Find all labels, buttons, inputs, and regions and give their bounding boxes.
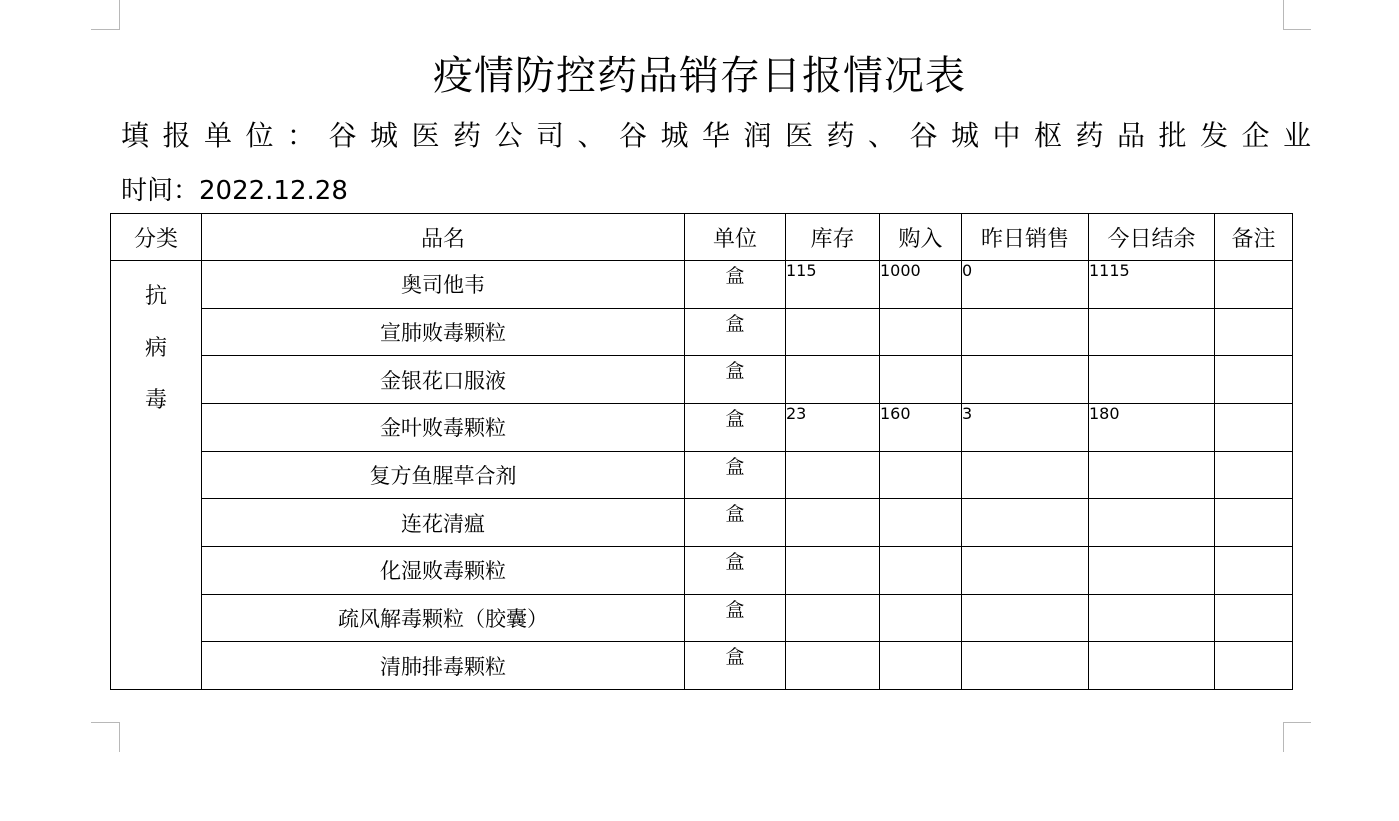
note-cell: [1215, 642, 1293, 690]
product-name-cell: 连花清瘟: [202, 499, 685, 547]
stock-cell: [786, 308, 880, 356]
stock-cell: 23: [786, 403, 880, 451]
product-name-cell: 复方鱼腥草合剂: [202, 451, 685, 499]
sold-yesterday-cell: [962, 499, 1089, 547]
sold-yesterday-cell: [962, 642, 1089, 690]
note-cell: [1215, 546, 1293, 594]
category-char: 病: [144, 336, 167, 361]
balance-today-cell: 1115: [1089, 261, 1215, 309]
note-cell: [1215, 356, 1293, 404]
stock-cell: [786, 642, 880, 690]
stock-cell: [786, 451, 880, 499]
unit-cell: 盒: [685, 356, 786, 404]
stock-cell: [786, 546, 880, 594]
unit-cell: 盒: [685, 261, 786, 309]
note-cell: [1215, 403, 1293, 451]
table-row: [111, 451, 1293, 499]
table-row: [111, 356, 1293, 404]
purchase-cell: [880, 546, 962, 594]
table-row: [111, 642, 1293, 690]
unit-cell: 盒: [685, 594, 786, 642]
header-stock: 库存: [786, 214, 880, 261]
unit-cell: 盒: [685, 546, 786, 594]
header-balance-today: 今日结余: [1089, 214, 1215, 261]
table-row: [111, 499, 1293, 547]
balance-today-cell: 180: [1089, 403, 1215, 451]
sold-yesterday-cell: [962, 546, 1089, 594]
stock-cell: [786, 356, 880, 404]
header-product-name: 品名: [202, 214, 685, 261]
sold-yesterday-cell: [962, 451, 1089, 499]
unit-cell: 盒: [685, 642, 786, 690]
balance-today-cell: [1089, 308, 1215, 356]
table-row: [111, 308, 1293, 356]
sold-yesterday-cell: [962, 356, 1089, 404]
table-row: [111, 546, 1293, 594]
unit-cell: 盒: [685, 403, 786, 451]
table-row: [111, 403, 1293, 451]
stock-cell: 115: [786, 261, 880, 309]
note-cell: [1215, 594, 1293, 642]
unit-cell: 盒: [685, 451, 786, 499]
purchase-cell: 160: [880, 403, 962, 451]
purchase-cell: [880, 594, 962, 642]
header-sold-yesterday: 昨日销售: [962, 214, 1089, 261]
note-cell: [1215, 499, 1293, 547]
balance-today-cell: [1089, 594, 1215, 642]
table-row: [111, 261, 1293, 309]
product-name-cell: 金叶败毒颗粒: [202, 403, 685, 451]
stock-cell: [786, 594, 880, 642]
balance-today-cell: [1089, 499, 1215, 547]
header-purchase: 购入: [880, 214, 962, 261]
note-cell: [1215, 261, 1293, 309]
purchase-cell: [880, 642, 962, 690]
category-char: 抗: [144, 284, 167, 309]
sold-yesterday-cell: [962, 308, 1089, 356]
product-name-cell: 宣肺败毒颗粒: [202, 308, 685, 356]
report-table: [110, 213, 1293, 690]
header-category: 分类: [111, 214, 202, 261]
sold-yesterday-cell: [962, 594, 1089, 642]
note-cell: [1215, 451, 1293, 499]
balance-today-cell: [1089, 451, 1215, 499]
reporting-unit-line: 填报单位：谷城医药公司、谷城华润医药、谷城中枢药品批发企业: [121, 119, 1325, 152]
header-note: 备注: [1215, 214, 1293, 261]
product-name-cell: 奥司他韦: [202, 261, 685, 309]
unit-cell: 盒: [685, 308, 786, 356]
report-date-line: 时间：2022.12.28: [121, 176, 348, 206]
balance-today-cell: [1089, 546, 1215, 594]
category-char: 毒: [144, 388, 167, 413]
balance-today-cell: [1089, 356, 1215, 404]
purchase-cell: 1000: [880, 261, 962, 309]
note-cell: [1215, 308, 1293, 356]
balance-today-cell: [1089, 642, 1215, 690]
product-name-cell: 化湿败毒颗粒: [202, 546, 685, 594]
table-header-row: [111, 214, 1293, 261]
table-row: [111, 594, 1293, 642]
product-name-cell: 金银花口服液: [202, 356, 685, 404]
purchase-cell: [880, 356, 962, 404]
purchase-cell: [880, 308, 962, 356]
header-unit: 单位: [685, 214, 786, 261]
stock-cell: [786, 499, 880, 547]
document-title: 疫情防控药品销存日报情况表: [433, 53, 966, 99]
product-name-cell: 疏风解毒颗粒（胶囊）: [202, 594, 685, 642]
product-name-cell: 清肺排毒颗粒: [202, 642, 685, 690]
sold-yesterday-cell: 3: [962, 403, 1089, 451]
purchase-cell: [880, 499, 962, 547]
unit-cell: 盒: [685, 499, 786, 547]
sold-yesterday-cell: 0: [962, 261, 1089, 309]
category-cell: [111, 261, 202, 690]
purchase-cell: [880, 451, 962, 499]
